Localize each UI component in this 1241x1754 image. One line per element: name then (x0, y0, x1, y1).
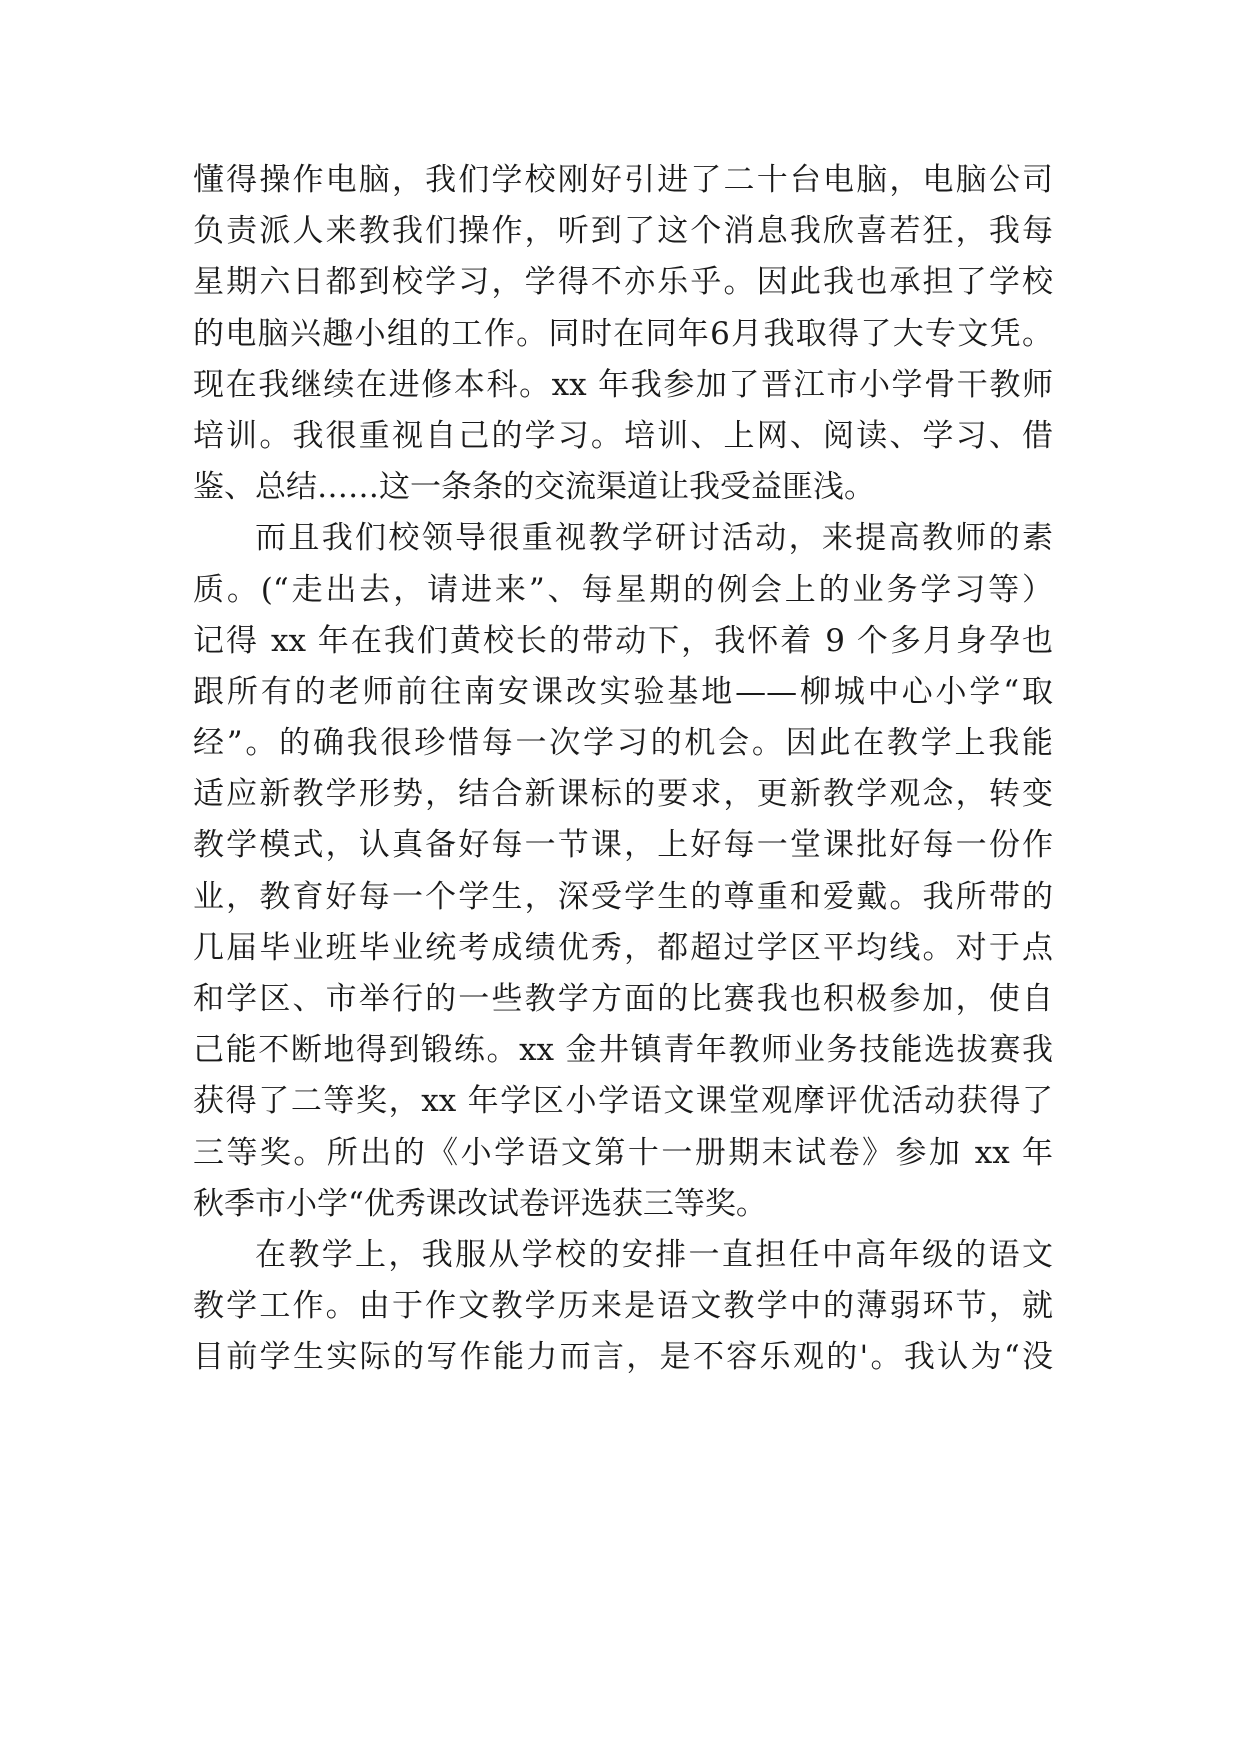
text-line: 教学工作。由于作文教学历来是语文教学中的薄弱环节，就 (193, 1288, 1053, 1325)
text-line: 懂得操作电脑，我们学校刚好引进了二十台电脑，电脑公司 (193, 162, 1053, 198)
body-text (193, 155, 1053, 1384)
text-line: 经”。的确我很珍惜每一次学习的机会。因此在教学上我能 (193, 725, 1053, 762)
text-line: 教学模式，认真备好每一节课，上好每一堂课批好每一份作 (193, 827, 1053, 864)
text-line: 培训。我很重视自己的学习。培训、上网、阅读、学习、借 (193, 417, 1053, 454)
text-line: 几届毕业班毕业统考成绩优秀，都超过学区平均线。对于点 (193, 929, 1053, 966)
text-line: 三等奖。所出的《小学语文第十一册期末试卷》参加 xx 年 (193, 1134, 1053, 1171)
text-line: 负责派人来教我们操作，听到了这个消息我欣喜若狂，我每 (193, 213, 1053, 250)
text-line: 质。(“走出去，请进来”、每星期的例会上的业务学习等） (193, 571, 1053, 608)
text-line: 记得 xx 年在我们黄校长的带动下，我怀着 9 个多月身孕也 (193, 622, 1053, 659)
text-line: 业，教育好每一个学生，深受学生的尊重和爱戴。我所带的 (193, 878, 1053, 915)
paragraph-start-line: 而且我们校领导很重视教学研讨活动，来提高教师的素 (255, 520, 1053, 557)
text-line: 鉴、总结……这一条条的交流渠道让我受益匪浅。 (193, 469, 875, 506)
text-line: 己能不断地得到锻练。xx 金井镇青年教师业务技能选拔赛我 (193, 1032, 1053, 1069)
paragraph-start-line: 在教学上，我服从学校的安排一直担任中高年级的语文 (255, 1236, 1053, 1273)
text-line: 秋季市小学“优秀课改试卷评选获三等奖。 (193, 1185, 767, 1222)
text-line: 和学区、市举行的一些教学方面的比赛我也积极参加，使自 (193, 981, 1053, 1017)
text-line: 跟所有的老师前往南安课改实验基地——柳城中心小学“取 (193, 673, 1053, 710)
text-line: 适应新教学形势，结合新课标的要求，更新教学观念，转变 (193, 776, 1053, 813)
text-line: 现在我继续在进修本科。xx 年我参加了晋江市小学骨干教师 (193, 366, 1053, 403)
text-line: 目前学生实际的写作能力而言，是不容乐观的'。我认为“没 (193, 1339, 1053, 1376)
text-line: 的电脑兴趣小组的工作。同时在同年6月我取得了大专文凭。 (193, 315, 1053, 352)
text-line: 星期六日都到校学习，学得不亦乐乎。因此我也承担了学校 (193, 264, 1053, 301)
text-line: 获得了二等奖，xx 年学区小学语文课堂观摩评优活动获得了 (193, 1083, 1053, 1120)
